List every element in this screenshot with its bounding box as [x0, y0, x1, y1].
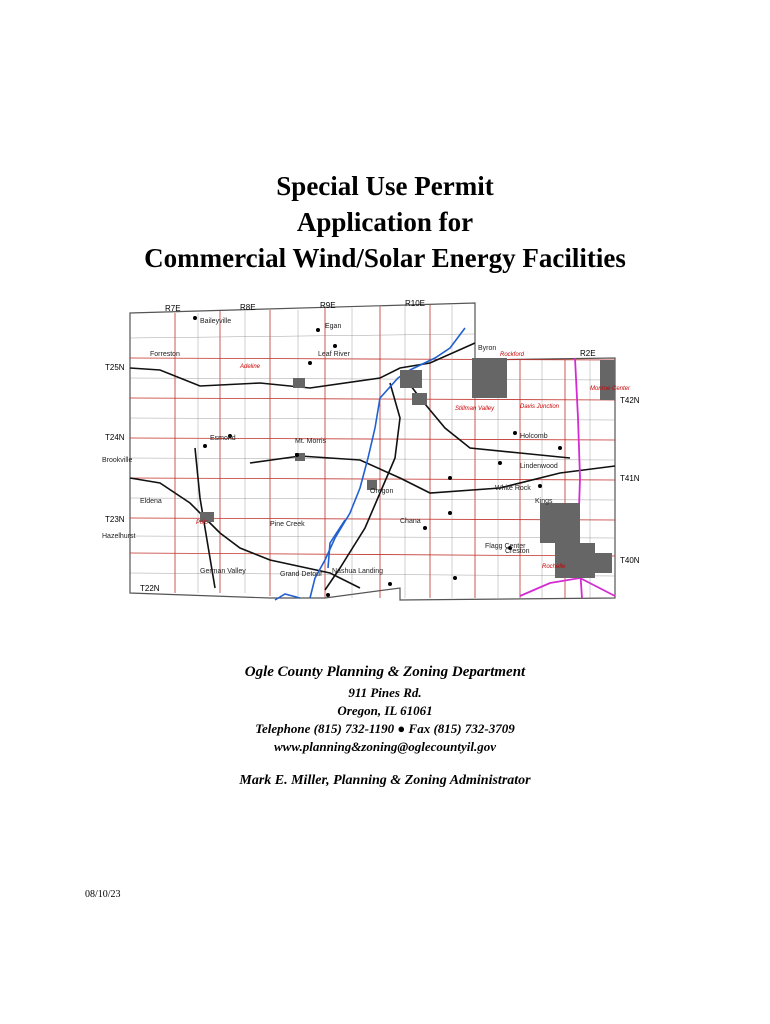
place-label: Adeline: [240, 364, 261, 370]
township-label: T25N: [105, 363, 125, 372]
place-label: Byron: [478, 345, 497, 352]
place-label: Brookville: [102, 457, 133, 464]
website: www.planning&zoning@oglecountyil.gov: [274, 739, 496, 754]
place-label: Chana: [400, 518, 421, 525]
place-label: Creston: [505, 548, 530, 555]
place-label: Oregon: [370, 488, 394, 495]
street-address: 911 Pines Rd.: [348, 685, 422, 700]
place-label: Pine Creek: [270, 521, 305, 528]
township-label: T41N: [620, 474, 640, 483]
place-label: German Valley: [200, 568, 246, 575]
place-label: Lindenwood: [520, 463, 558, 470]
title-line-1: Special Use Permit: [276, 171, 494, 201]
place-label: Monroe Center: [590, 386, 631, 392]
place-label: Egan: [325, 323, 342, 330]
range-label: R10E: [405, 299, 426, 308]
place-label: Kings: [535, 498, 553, 505]
place-label: Polo: [196, 520, 209, 526]
phone-fax: Telephone (815) 732-1190 ● Fax (815) 732-3709: [255, 721, 515, 736]
range-label: R9E: [320, 301, 336, 310]
place-label: Rochelle: [542, 564, 566, 570]
county-map: [100, 298, 645, 613]
range-label: R2E: [580, 349, 596, 358]
place-label: Forreston: [150, 351, 180, 358]
place-label: Hazelhurst: [102, 533, 136, 540]
place-label: Rockford: [500, 352, 525, 358]
city-state-zip: Oregon, IL 61061: [337, 703, 433, 718]
township-label: T24N: [105, 433, 125, 442]
township-label: T22N: [140, 584, 160, 593]
document-date: 08/10/23: [85, 889, 121, 900]
place-label: Esmond: [210, 435, 236, 442]
place-label: White Rock: [495, 485, 531, 492]
place-label: Davis Junction: [520, 404, 560, 410]
title-line-3: Commercial Wind/Solar Energy Facilities: [144, 243, 626, 273]
township-label: T23N: [105, 515, 125, 524]
place-label: Eldena: [140, 498, 162, 505]
range-label: R8E: [240, 303, 256, 312]
place-label: Holcomb: [520, 433, 548, 440]
place-label: Baileyville: [200, 318, 232, 325]
administrator: Mark E. Miller, Planning & Zoning Administrator: [239, 773, 531, 788]
department-name: Ogle County Planning & Zoning Department: [244, 664, 526, 680]
place-label: Leaf River: [318, 351, 350, 358]
township-label: T40N: [620, 556, 640, 565]
range-label: R7E: [165, 304, 181, 313]
title-line-2: Application for: [296, 207, 474, 237]
township-label: T42N: [620, 396, 640, 405]
place-label: Nashua Landing: [332, 568, 383, 575]
place-label: Grand Detour: [280, 571, 323, 578]
place-label: Stillman Valley: [455, 406, 495, 412]
place-label: Flagg Center: [485, 543, 526, 550]
place-label: Mt. Morris: [295, 438, 327, 445]
